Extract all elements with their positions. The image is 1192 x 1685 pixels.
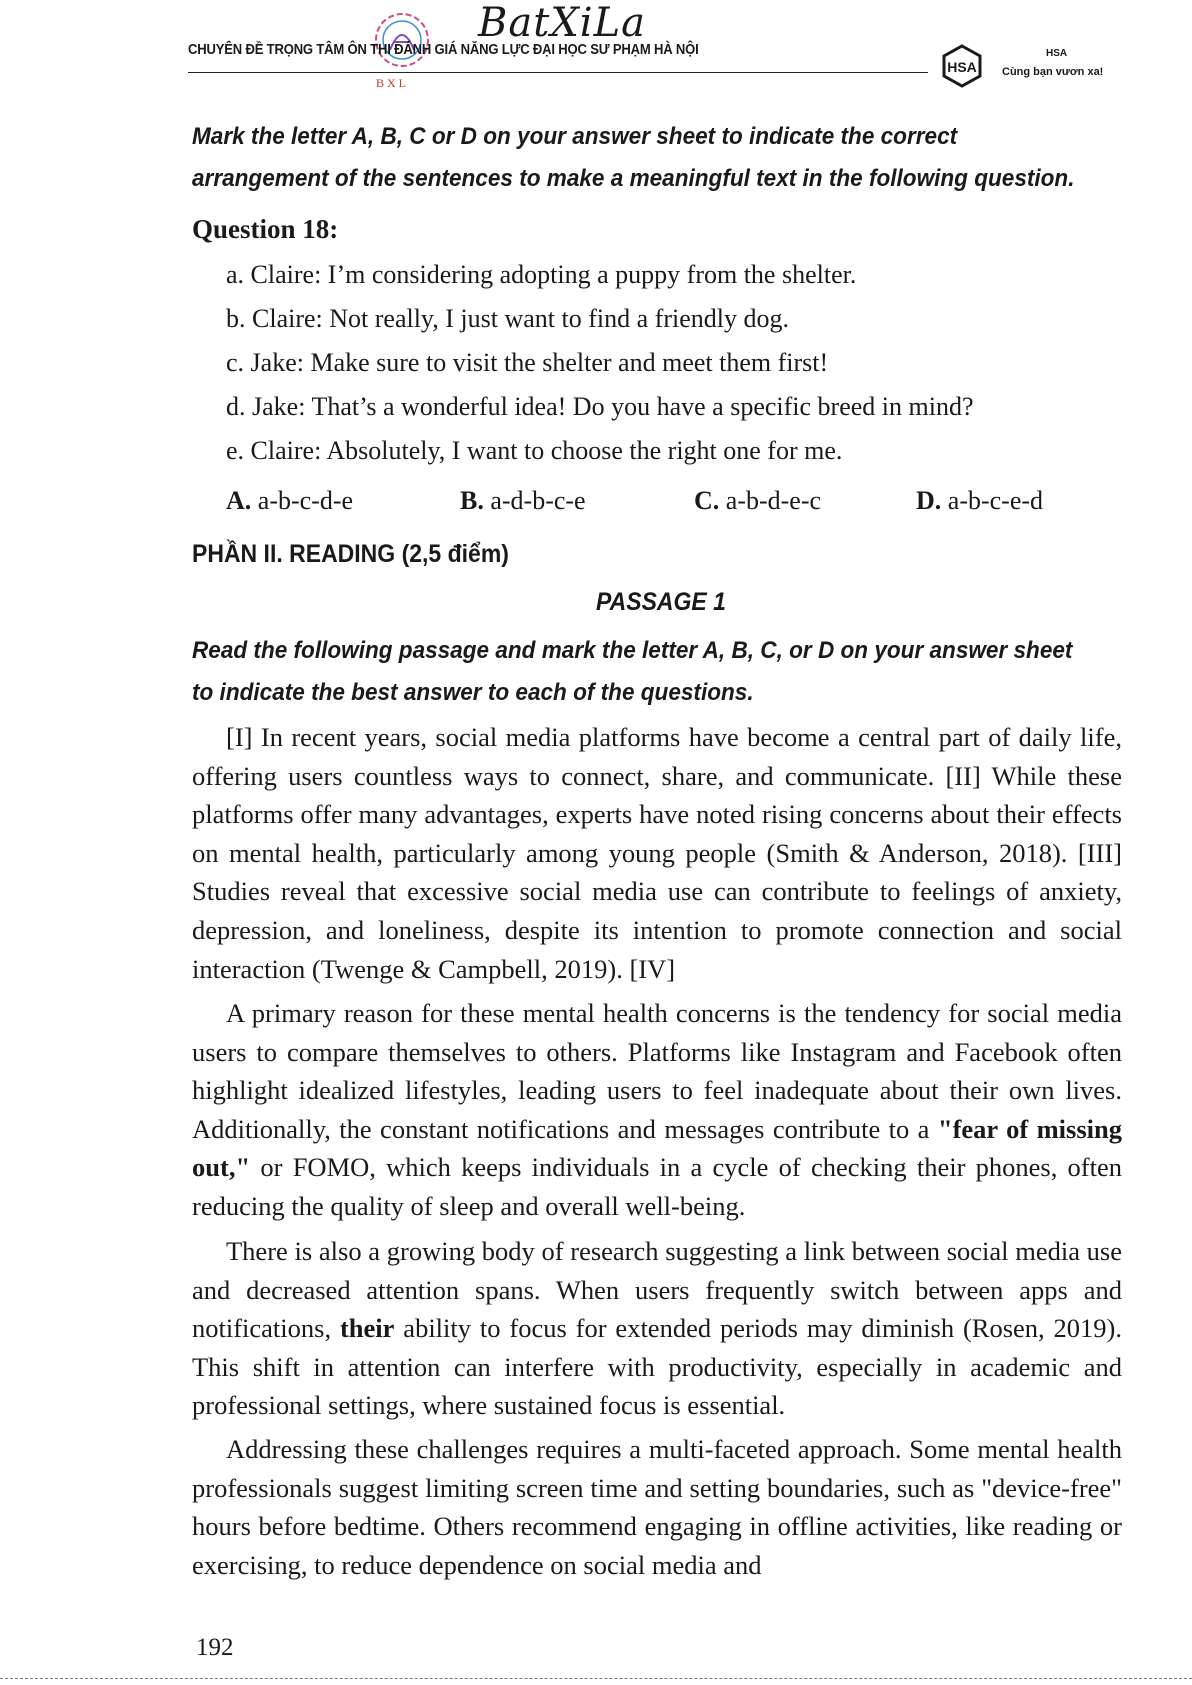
answer-option-c[interactable] xyxy=(694,486,821,516)
book-title: CHUYÊN ĐỀ TRỌNG TÂM ÔN THI ĐÁNH GIÁ NĂNG LỰC ĐẠI HỌC SƯ PHẠM HÀ NỘI xyxy=(188,42,699,58)
answer-letter: A. xyxy=(226,486,252,515)
answer-text: a-b-c-e-d xyxy=(941,486,1044,515)
highlighted-word: their xyxy=(339,1313,395,1344)
section-title: PHẦN II. READING (2,5 điểm) xyxy=(192,540,509,568)
header-divider xyxy=(188,72,928,73)
svg-text:HSA: HSA xyxy=(947,59,977,75)
passage-paragraph-2 xyxy=(192,994,1122,1226)
answer-letter: D. xyxy=(916,486,942,515)
answer-option-a[interactable] xyxy=(226,486,353,516)
reading-instruction: Read the following passage and mark the letter A, B, C, or D on your answer sheet to indicate the best answer to each of the questions. xyxy=(192,637,1073,706)
answer-text: a-b-d-e-c xyxy=(719,486,822,515)
scan-edge-divider xyxy=(0,1678,1192,1679)
sentence-line: d. Jake: That’s a wonderful idea! Do you have a specific breed in mind? xyxy=(226,392,974,421)
passage-paragraph-4: Addressing these challenges requires a multi-faceted approach. Some mental health professionals suggest limiting screen time and setting boundaries, such as "device-free" hours before bedtime. Others recommend engaging in offline activities, like reading or exercising, to reduce dependence on social media and xyxy=(192,1434,1122,1580)
publisher-slogan: Cùng bạn vươn xa! xyxy=(1002,66,1104,78)
answer-option-d[interactable] xyxy=(916,486,1043,516)
arrangement-instruction: Mark the letter A, B, C or D on your answer sheet to indicate the correct arrangement of the sentences to make a meaningful text in the following question. xyxy=(192,123,1075,192)
page-number: 192 xyxy=(196,1634,234,1661)
paragraph-text: A primary reason for these mental health concerns is the tendency for social media users to compare themselves to others. Platforms like Instagram and Facebook often highlight idealized lifestyles, leading users to feel inadequate about their own lives. Additionally, the constant notifications and messages contribute to a xyxy=(192,998,1122,1144)
passage-title: PASSAGE 1 xyxy=(596,588,726,616)
passage-paragraph-3 xyxy=(192,1232,1122,1425)
paragraph-text: There is also a growing body of research suggesting a link between social media use and decreased attention spans. When users frequently switch between apps and notifications, xyxy=(192,1236,1122,1344)
batxila-emblem-icon xyxy=(368,6,436,74)
answer-option-b[interactable] xyxy=(460,486,586,516)
sentence-line: c. Jake: Make sure to visit the shelter and meet them first! xyxy=(226,348,829,377)
logo-script-text: BatXiLa xyxy=(478,0,646,46)
sentence-line: a. Claire: I’m considering adopting a puppy from the shelter. xyxy=(226,260,857,289)
answer-text: a-b-c-d-e xyxy=(251,486,354,515)
passage-paragraph-1: [I] In recent years, social media platforms have become a central part of daily life, offering users countless ways to connect, share, and communicate. [II] While these platforms offer many advantages, experts have noted rising concerns about their effects on mental health, particularly among young people (Smith & Anderson, 2018). [III] Studies reveal that excessive social media use can contribute to feelings of anxiety, depression, and loneliness, despite its intention to promote connection and social interaction (Twenge & Campbell, 2019). [IV] xyxy=(192,722,1122,984)
paragraph-text: or FOMO, which keeps individuals in a cycle of checking their phones, often reducing the quality of sleep and overall well-being. xyxy=(192,1152,1122,1221)
paragraph-text: ability to focus for extended periods may diminish (Rosen, 2019). This shift in attention can interfere with productivity, especially in academic and professional settings, where sustained focus is essential. xyxy=(192,1313,1122,1421)
sentence-line: e. Claire: Absolutely, I want to choose the right one for me. xyxy=(226,436,843,465)
answer-text: a-d-b-c-e xyxy=(483,486,586,515)
hsa-logo-icon xyxy=(940,44,984,88)
question-label: Question 18: xyxy=(192,214,339,244)
answer-letter: C. xyxy=(694,486,720,515)
publisher-name: HSA xyxy=(1046,48,1068,59)
answer-letter: B. xyxy=(460,486,484,515)
sentence-line: b. Claire: Not really, I just want to find a friendly dog. xyxy=(226,304,789,333)
highlighted-phrase: "fear of missing out," xyxy=(192,1113,1122,1183)
logo-short-text: BXL xyxy=(376,76,409,90)
